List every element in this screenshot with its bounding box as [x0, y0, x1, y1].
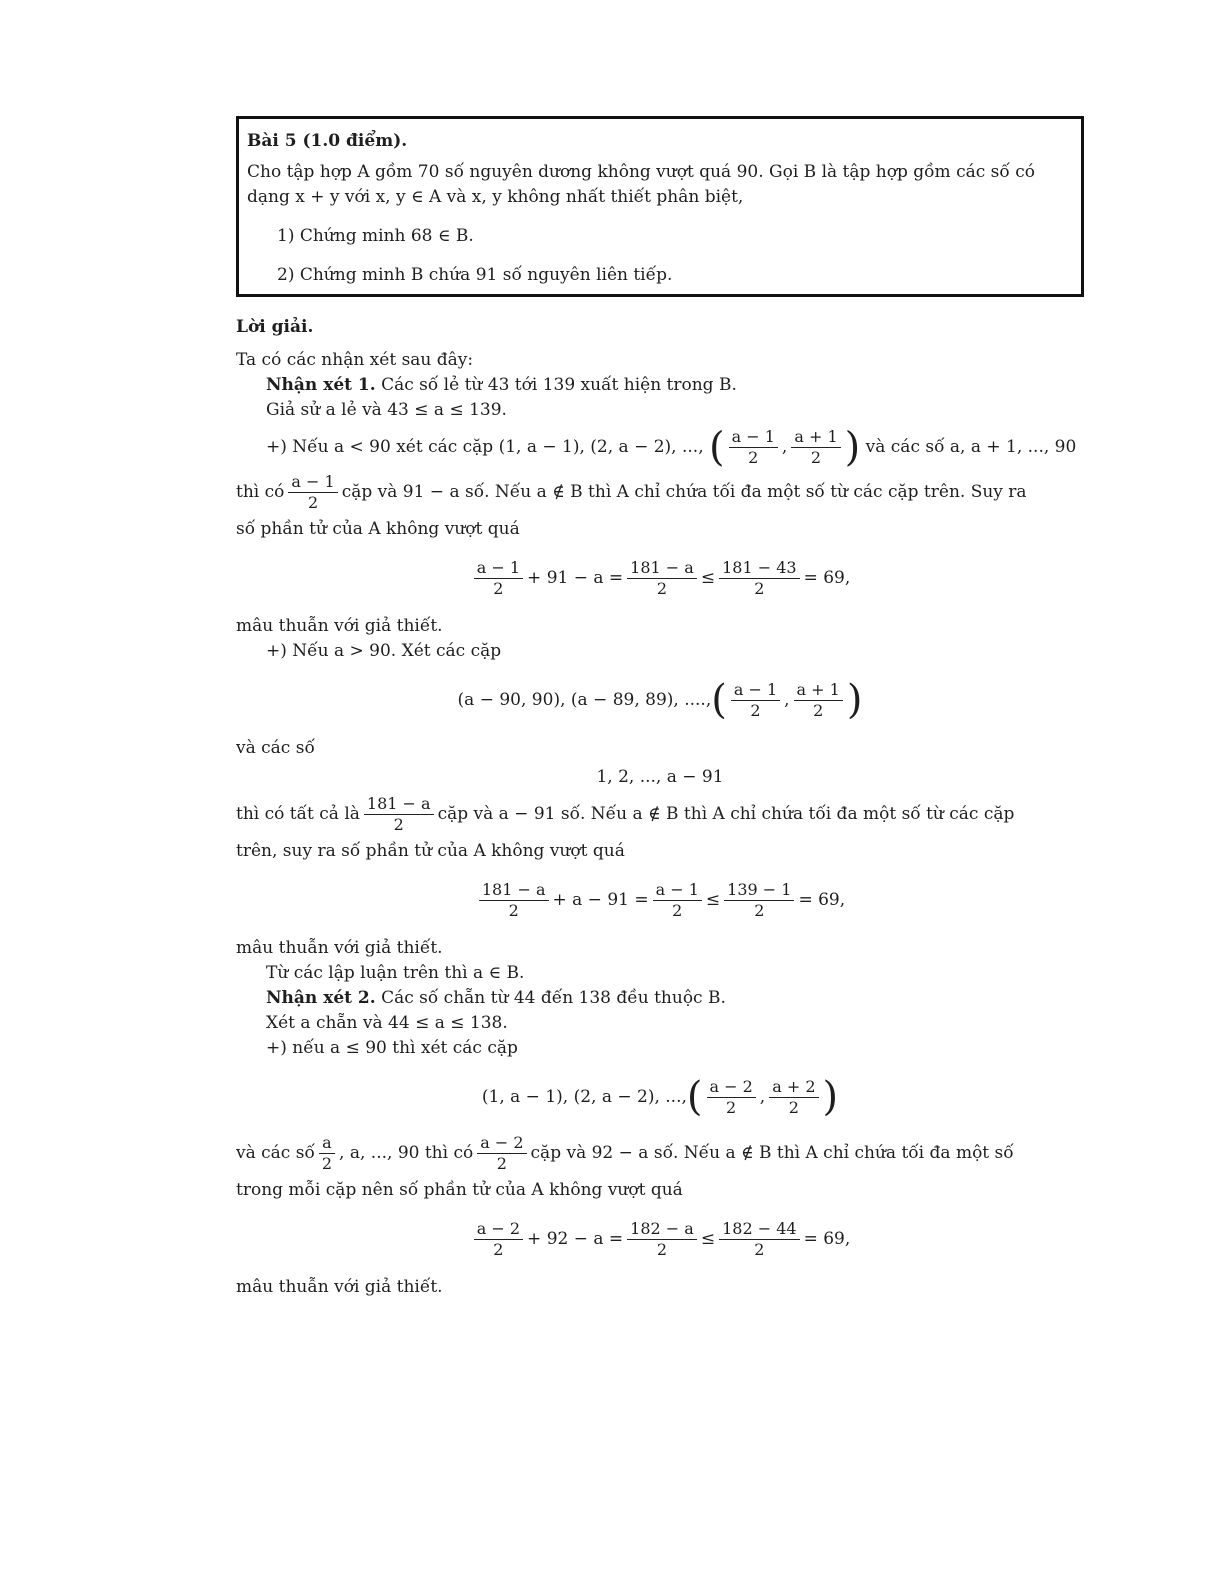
case-2-line: thì có tất cả là $\frac{181 - a}{2}$ cặp và a − 91 số. Nếu a ∉ B thì A chỉ chứa tối đa một số từ các cặp — [236, 794, 1015, 834]
contradiction-1: mâu thuẫn với giả thiết. — [236, 616, 443, 636]
case-2-line-2: trên, suy ra số phần tử của A không vượt quá — [236, 841, 625, 861]
paren-open: ( — [709, 424, 725, 471]
remark-1-text: Các số lẻ từ 43 tới 139 xuất hiện trong B. — [381, 375, 737, 395]
fraction: $\frac{a - 1}{2}$ — [729, 427, 778, 468]
problem-part-1: 1) Chứng minh 68 ∈ B. — [277, 226, 474, 246]
problem-title: Bài 5 (1.0 điểm). — [247, 131, 408, 151]
problem-statement: Cho tập hợp A gồm 70 số nguyên dương không vượt quá 90. Gọi B là tập hợp gồm các số có dạng x + y với x, y ∈ A và x, y không nhất thiết phân biệt, — [247, 162, 1035, 207]
conclusion-1: Từ các lập luận trên thì a ∈ B. — [266, 963, 525, 983]
case-2: +) Nếu a > 90. Xét các cặp — [266, 641, 502, 661]
fraction: $\frac{a - 1}{2}$ — [288, 472, 337, 513]
fraction: $\frac{a + 1}{2}$ — [791, 427, 840, 468]
case-3-line: và các số $\frac{a}{2}$ , a, ..., 90 thì có $\frac{a - 2}{2}$ cặp và 92 − a số. Nếu a ∉ B thì A chỉ chứa tối đa một số — [236, 1133, 1014, 1173]
equation-6: $\frac{a - 2}{2}$ + 92 − a = $\frac{182 - a}{2}$ ≤ $\frac{182 - 44}{2}$ = 69, — [236, 1215, 1084, 1263]
case-1-pre: +) Nếu a < 90 xét các cặp (1, a − 1), (2, a − 2), ..., — [266, 437, 704, 457]
contradiction-2: mâu thuẫn với giả thiết. — [236, 938, 443, 958]
paren-close: ) — [844, 424, 861, 471]
equation-1: $\frac{a - 1}{2}$ + 91 − a = $\frac{181 - a}{2}$ ≤ $\frac{181 - 43}{2}$ = 69, — [236, 554, 1084, 602]
equation-2: (a − 90, 90), (a − 89, 89), ...., ( $\frac{a - 1}{2}$ , $\frac{a + 1}{2}$ ) — [457, 677, 863, 723]
assumption-1: Giả sử a lẻ và 43 ≤ a ≤ 139. — [266, 400, 507, 420]
case-1-line: +) Nếu a < 90 xét các cặp (1, a − 1), (2, a − 2), ..., ( $\frac{a - 1}{2}$ , $\frac{a + 1}{2}$ ) và các số a, a + 1, ..., 90 — [266, 424, 1077, 471]
solution-title: Lời giải. — [236, 317, 314, 337]
remark-1-label: Nhận xét 1. — [266, 375, 376, 395]
equation-5: (1, a − 1), (2, a − 2), ..., ( $\frac{a - 2}{2}$ , $\frac{a + 2}{2}$ ) — [481, 1074, 839, 1120]
problem-box — [236, 116, 1084, 297]
problem-part-2: 2) Chứng minh B chứa 91 số nguyên liên tiếp. — [277, 265, 673, 285]
equation-4: $\frac{181 - a}{2}$ + a − 91 = $\frac{a - 1}{2}$ ≤ $\frac{139 - 1}{2}$ = 69, — [236, 876, 1084, 924]
case-1-line-2: thì có $\frac{a - 1}{2}$ cặp và 91 − a số. Nếu a ∉ B thì A chỉ chứa tối đa một số từ các cặp trên. Suy ra — [236, 472, 1027, 512]
document-page — [236, 116, 1084, 1300]
case-1-line-3: số phần tử của A không vượt quá — [236, 519, 520, 539]
case-3-line-2: trong mỗi cặp nên số phần tử của A không vượt quá — [236, 1180, 683, 1200]
contradiction-3: mâu thuẫn với giả thiết. — [236, 1277, 443, 1297]
remark-2: Nhận xét 2. Các số chẵn từ 44 đến 138 đều thuộc B. — [266, 988, 726, 1008]
remark-1 — [236, 373, 1084, 398]
case-3: +) nếu a ≤ 90 thì xét các cặp — [266, 1038, 518, 1058]
case-1-post: và các số a, a + 1, ..., 90 — [865, 437, 1077, 457]
equation-3: 1, 2, ..., a − 91 — [596, 767, 724, 787]
solution-intro: Ta có các nhận xét sau đây: — [236, 350, 474, 370]
assumption-2: Xét a chẵn và 44 ≤ a ≤ 138. — [266, 1013, 508, 1033]
and-numbers: và các số — [236, 738, 315, 758]
